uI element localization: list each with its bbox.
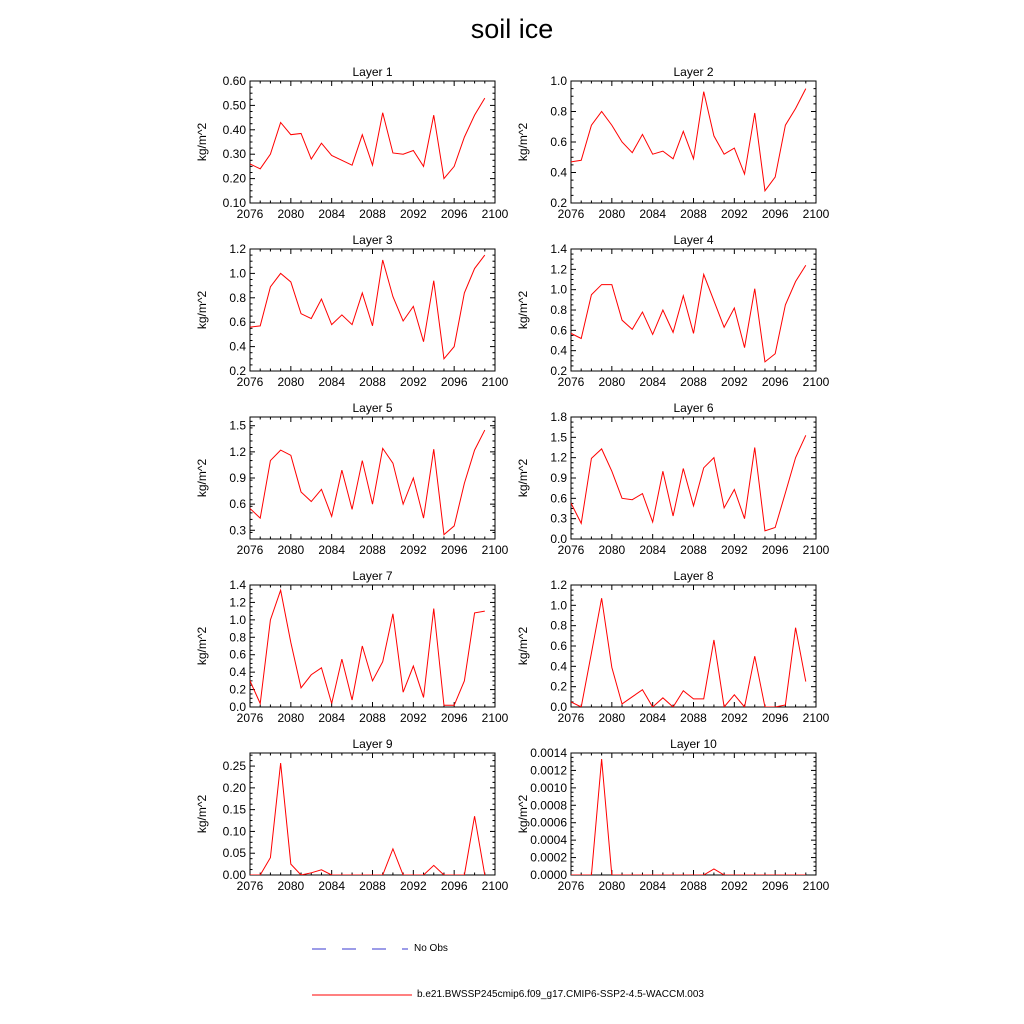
y-tick-label: 1.2 xyxy=(229,595,246,610)
y-tick-label: 0.9 xyxy=(229,471,246,485)
x-tick-label: 2088 xyxy=(359,375,386,389)
series-line-layer-1 xyxy=(240,98,485,179)
y-tick-label: 0.9 xyxy=(550,471,567,485)
x-tick-label: 2084 xyxy=(639,375,667,389)
panel-title: Layer 9 xyxy=(352,737,393,751)
y-tick-label: 0.10 xyxy=(222,196,246,210)
x-tick-label: 2092 xyxy=(399,879,427,893)
y-tick-label: 1.2 xyxy=(550,262,567,277)
x-tick-label: 2080 xyxy=(277,207,305,221)
x-tick-label: 2100 xyxy=(802,543,830,557)
x-tick-label: 2080 xyxy=(598,711,626,725)
y-axis-label: kg/m^2 xyxy=(195,794,209,834)
legend-obs-label: No Obs xyxy=(414,943,448,954)
x-tick-label: 2084 xyxy=(639,543,667,557)
x-tick-label: 2084 xyxy=(318,543,346,557)
plot-frame xyxy=(571,585,816,707)
series-line-layer-3 xyxy=(240,255,485,359)
panel-title: Layer 6 xyxy=(673,401,714,415)
y-tick-label: 1.0 xyxy=(550,282,567,297)
y-tick-label: 0.0012 xyxy=(530,763,567,778)
x-tick-label: 2088 xyxy=(680,207,707,221)
legend-model-label: b.e21.BWSSP245cmip6.f09_g17.CMIP6-SSP2-4.5-WACCM.003 xyxy=(417,989,704,1000)
y-tick-label: 1.4 xyxy=(550,242,567,256)
x-tick-label: 2092 xyxy=(720,207,748,221)
y-tick-label: 0.0 xyxy=(550,700,567,714)
panel-title: Layer 10 xyxy=(670,737,717,751)
panel-title: Layer 4 xyxy=(673,233,714,247)
series-line-layer-6 xyxy=(561,435,806,531)
x-tick-label: 2088 xyxy=(359,543,386,557)
x-tick-label: 2076 xyxy=(557,879,585,893)
x-tick-label: 2076 xyxy=(236,879,264,893)
x-tick-label: 2096 xyxy=(440,879,468,893)
x-tick-label: 2096 xyxy=(440,375,468,389)
x-tick-label: 2084 xyxy=(639,711,667,725)
y-axis-label: kg/m^2 xyxy=(516,122,530,162)
panel-title: Layer 3 xyxy=(352,233,393,247)
y-tick-label: 1.5 xyxy=(550,430,567,445)
panel-title: Layer 8 xyxy=(673,569,714,583)
panel-layer-8 xyxy=(516,569,830,725)
y-tick-label: 0.2 xyxy=(550,679,567,694)
y-tick-label: 0.4 xyxy=(229,339,246,354)
x-tick-label: 2100 xyxy=(802,711,830,725)
y-tick-label: 1.8 xyxy=(550,410,567,424)
plot-frame xyxy=(250,417,495,539)
series-line-layer-10 xyxy=(561,759,806,875)
panel-title: Layer 7 xyxy=(352,569,393,583)
plot-frame xyxy=(571,753,816,875)
y-axis-label: kg/m^2 xyxy=(516,458,530,498)
y-tick-label: 0.2 xyxy=(550,196,567,210)
x-tick-label: 2076 xyxy=(236,375,264,389)
y-tick-label: 1.2 xyxy=(550,578,567,592)
x-tick-label: 2100 xyxy=(481,375,509,389)
y-tick-label: 1.2 xyxy=(550,450,567,465)
panel-title: Layer 2 xyxy=(673,65,714,79)
x-tick-label: 2100 xyxy=(802,207,830,221)
y-tick-label: 0.10 xyxy=(222,824,246,839)
x-tick-label: 2084 xyxy=(318,207,346,221)
y-tick-label: 0.0006 xyxy=(530,815,567,830)
plot-frame xyxy=(250,753,495,875)
panel-layer-6 xyxy=(516,401,830,557)
panel-layer-10 xyxy=(516,737,830,893)
y-tick-label: 0.8 xyxy=(550,618,567,633)
y-tick-label: 0.6 xyxy=(550,639,567,653)
x-tick-label: 2080 xyxy=(277,543,305,557)
x-tick-label: 2096 xyxy=(761,711,789,725)
y-tick-label: 1.4 xyxy=(229,578,246,592)
x-tick-label: 2096 xyxy=(761,543,789,557)
y-tick-label: 0.0004 xyxy=(530,833,567,848)
x-tick-label: 2076 xyxy=(557,711,585,725)
panel-layer-5 xyxy=(195,401,509,557)
plot-frame xyxy=(250,585,495,707)
y-tick-label: 0.40 xyxy=(222,122,246,137)
x-tick-label: 2076 xyxy=(236,711,264,725)
series-line-layer-2 xyxy=(561,89,806,191)
y-tick-label: 0.8 xyxy=(229,630,246,645)
x-tick-label: 2088 xyxy=(680,375,707,389)
panel-layer-4 xyxy=(516,233,830,389)
legend-obs-line xyxy=(310,944,410,954)
y-tick-label: 1.0 xyxy=(229,266,246,281)
x-tick-label: 2088 xyxy=(680,879,707,893)
y-tick-label: 0.3 xyxy=(550,511,567,526)
x-tick-label: 2076 xyxy=(557,375,585,389)
y-tick-label: 0.20 xyxy=(222,171,246,186)
x-tick-label: 2080 xyxy=(598,207,626,221)
x-tick-label: 2076 xyxy=(236,543,264,557)
panel-layer-1 xyxy=(195,65,509,221)
y-tick-label: 0.0002 xyxy=(530,850,567,865)
y-axis-label: kg/m^2 xyxy=(195,290,209,330)
y-tick-label: 0.6 xyxy=(550,323,567,338)
y-axis-label: kg/m^2 xyxy=(516,794,530,834)
y-tick-label: 1.2 xyxy=(229,444,246,459)
x-tick-label: 2096 xyxy=(761,207,789,221)
y-tick-label: 0.4 xyxy=(550,659,567,674)
y-tick-label: 0.30 xyxy=(222,147,246,162)
plot-frame xyxy=(571,249,816,371)
x-tick-label: 2088 xyxy=(680,711,707,725)
y-tick-label: 0.4 xyxy=(550,343,567,358)
y-axis-label: kg/m^2 xyxy=(195,458,209,498)
y-tick-label: 0.0010 xyxy=(530,780,567,795)
x-tick-label: 2092 xyxy=(399,543,427,557)
series-line-layer-4 xyxy=(561,265,806,362)
x-tick-label: 2096 xyxy=(761,879,789,893)
x-tick-label: 2100 xyxy=(481,879,509,893)
x-tick-label: 2092 xyxy=(399,711,427,725)
x-tick-label: 2092 xyxy=(399,375,427,389)
y-tick-label: 0.8 xyxy=(550,104,567,119)
x-tick-label: 2092 xyxy=(720,375,748,389)
x-tick-label: 2076 xyxy=(236,207,264,221)
y-tick-label: 0.8 xyxy=(550,303,567,317)
y-tick-label: 1.0 xyxy=(229,612,246,627)
x-tick-label: 2096 xyxy=(440,207,468,221)
y-tick-label: 0.6 xyxy=(550,491,567,506)
y-tick-label: 0.6 xyxy=(550,135,567,149)
y-axis-label: kg/m^2 xyxy=(195,626,209,666)
panel-layer-3 xyxy=(195,233,509,389)
y-tick-label: 1.2 xyxy=(229,242,246,256)
y-tick-label: 0.00 xyxy=(222,868,246,882)
y-tick-label: 0.60 xyxy=(222,74,246,88)
y-tick-label: 0.0000 xyxy=(530,868,567,882)
y-tick-label: 0.0008 xyxy=(530,798,567,813)
series-line-layer-8 xyxy=(561,598,806,707)
y-tick-label: 1.0 xyxy=(550,74,567,88)
x-tick-label: 2100 xyxy=(802,375,830,389)
x-tick-label: 2084 xyxy=(318,375,346,389)
y-tick-label: 0.4 xyxy=(229,665,246,680)
x-tick-label: 2084 xyxy=(639,207,667,221)
y-tick-label: 0.05 xyxy=(222,846,246,861)
x-tick-label: 2100 xyxy=(481,711,509,725)
x-tick-label: 2096 xyxy=(440,543,468,557)
x-tick-label: 2080 xyxy=(598,543,626,557)
x-tick-label: 2092 xyxy=(720,543,748,557)
x-tick-label: 2088 xyxy=(359,711,386,725)
plot-frame xyxy=(571,417,816,539)
panel-title: Layer 5 xyxy=(352,401,393,415)
y-tick-label: 0.6 xyxy=(229,315,246,330)
x-tick-label: 2100 xyxy=(481,543,509,557)
y-tick-label: 0.25 xyxy=(222,759,246,774)
y-tick-label: 0.0014 xyxy=(530,746,567,760)
x-tick-label: 2084 xyxy=(318,879,346,893)
series-line-layer-7 xyxy=(240,590,485,705)
x-tick-label: 2084 xyxy=(639,879,667,893)
y-tick-label: 0.2 xyxy=(550,364,567,378)
x-tick-label: 2096 xyxy=(761,375,789,389)
panel-layer-9 xyxy=(195,737,509,893)
y-tick-label: 1.5 xyxy=(229,418,246,433)
x-tick-label: 2096 xyxy=(440,711,468,725)
figure-title: soil ice xyxy=(470,14,554,44)
y-tick-label: 0.20 xyxy=(222,780,246,795)
x-tick-label: 2080 xyxy=(598,879,626,893)
y-tick-label: 0.0 xyxy=(550,532,567,546)
y-tick-label: 0.2 xyxy=(229,364,246,378)
x-tick-label: 2100 xyxy=(481,207,509,221)
plot-frame xyxy=(571,81,816,203)
x-tick-label: 2080 xyxy=(277,375,305,389)
panel-layer-2 xyxy=(516,65,830,221)
legend-model-line xyxy=(310,990,414,1000)
x-tick-label: 2088 xyxy=(359,207,386,221)
y-tick-label: 0.50 xyxy=(222,98,246,113)
y-axis-label: kg/m^2 xyxy=(195,122,209,162)
y-tick-label: 1.0 xyxy=(550,598,567,613)
x-tick-label: 2080 xyxy=(598,375,626,389)
x-tick-label: 2092 xyxy=(720,711,748,725)
panel-layer-7 xyxy=(195,569,509,725)
series-line-layer-9 xyxy=(240,763,485,875)
y-tick-label: 0.4 xyxy=(550,165,567,180)
plot-frame xyxy=(250,249,495,371)
x-tick-label: 2092 xyxy=(399,207,427,221)
x-tick-label: 2076 xyxy=(557,207,585,221)
x-tick-label: 2080 xyxy=(277,879,305,893)
y-tick-label: 0.6 xyxy=(229,647,246,662)
x-tick-label: 2080 xyxy=(277,711,305,725)
y-tick-label: 0.6 xyxy=(229,497,246,512)
y-tick-label: 0.2 xyxy=(229,682,246,697)
panel-title: Layer 1 xyxy=(352,65,393,79)
y-tick-label: 0.8 xyxy=(229,290,246,305)
x-tick-label: 2076 xyxy=(557,543,585,557)
y-axis-label: kg/m^2 xyxy=(516,626,530,666)
x-tick-label: 2088 xyxy=(359,879,386,893)
x-tick-label: 2092 xyxy=(720,879,748,893)
x-tick-label: 2084 xyxy=(318,711,346,725)
plot-frame xyxy=(250,81,495,203)
x-tick-label: 2088 xyxy=(680,543,707,557)
series-line-layer-5 xyxy=(240,430,485,535)
y-tick-label: 0.15 xyxy=(222,802,246,817)
x-tick-label: 2100 xyxy=(802,879,830,893)
y-axis-label: kg/m^2 xyxy=(516,290,530,330)
y-tick-label: 0.3 xyxy=(229,523,246,538)
y-tick-label: 0.0 xyxy=(229,700,246,714)
